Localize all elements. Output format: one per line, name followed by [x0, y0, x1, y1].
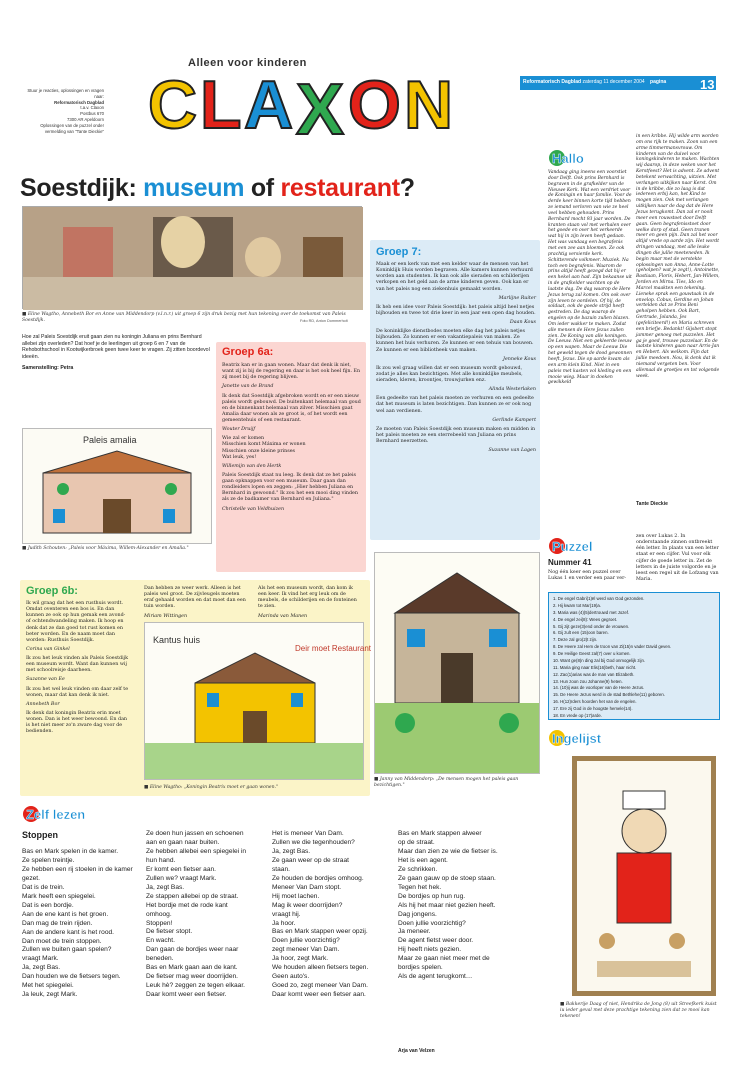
story-author: Arja van Velzen — [398, 1048, 435, 1054]
groep6b-col1: Ik wil graag dat het een rusthuis wordt. Omdat oventeren een bos is. En dan kunnen ze ook op hun gemak een avond- of ochtendwandeling maken. Ik hoop en denk dat ze dan goed tot rust komen en beter worden. En de naam moet dan worden: Rusthuis Soestdijk. Corina van Ginkel Ik zou het leuk vinden als Paleis Soestdijk een museum wordt. Want dan kunnen wij met schoolreisje daarheen. Suzanne van Ee Ik zou het wel leuk vinden om daar zelf te wonen, maar dat kan denk ik niet. Annebeth Bor Ik denk dat koningin Beatrix erin moet wonen. Dan is het weer bewoond. En dan is het niet meer zo'n zware dag voor de bedienden. — [26, 601, 129, 735]
svg-text:Kantus huis: Kantus huis — [153, 635, 201, 645]
drawing-kantus-huis — [144, 622, 372, 780]
groep7-text: Maak er een kerk van met een kelder waar de mensen van het Koninklijk Huis worden begraven. Alle kamers kunnen verhuurd worden aan studenten. Ik kan ook alle sieraden en schilderijen verkopen en het geld aan de arme kinderen geven. Ook kan er van het paleis nog een ziekenhuis gemaakt worden. Marlijne Ruiter Ik heb een idee voor Paleis Soestdijk: het paleis altijd heel netjes bijhouden en twee tot drie keer in een jaar een open dag houden. Daan Kous De koninklijke dienstbodes moeten elke dag het paleis netjes bijhouden. Zo kunnen er een vakantiepaleis van maken. Ze kunnen het huis verhuren. Ze kunnen er een tehuis van bouwen. Ze kunnen er een bibliotheek van maken. Jenneke Kous Ik zou wel graag willen dat er een museum wordt gebouwd, zodat je alles kan bezichtigen. Met alle koninklijke meubels, sieraden, kleren, kroontjes, trouwjurken enz. Alinda Westerlaken Een gedeelte van het paleis moeten ze verhuren en een gedeelte dat het museum is laten bezichtigen. Dan kunnen ze er ook nog wel aan verdienen. Gerlinde Kampert Ze moeten van Paleis Soestdijk een museum maken en midden in het paleis moeten ze een sterrebeeld van Juliana en prins Bernhard neerzetten. Suzanne van Lagen — [376, 262, 536, 454]
puzzel-intro2: zen over Lukas 2. In onderstaande zinnen ontbreekt één letter. In plaats van een letter staat er een cijfer. Vul voor elk cijfer de goede letter in. Zet de letters in de juiste volgorde en je leest een regel uit de Lofzang van Maria. — [636, 534, 719, 582]
groep6b-title: Groep 6b: — [26, 585, 78, 597]
claxon-logo — [148, 67, 488, 150]
svg-text:Puzzel: Puzzel — [552, 539, 593, 554]
story-col3: Het is meneer Van Dam. Zullen we die tegenhouden? Ja, zegt Bas. Ze gaan weer op de straat staan. Ze houden de bordjes omhoog. Meneer Van Dam stopt. Hij moet lachen. Mag ik weer doorrijden? vraagt hij. Ja hoor. Bas en Mark stappen weer opzij. Doen jullie voorzichtig? zegt meneer Van Dam. Ja hoor, zegt Mark. We houden alleen fietsers tegen. Geen auto's. Goed zo, zegt meneer Van Dam. Daar komt weer een fietser aan. — [272, 830, 369, 999]
svg-text:A: A — [244, 67, 294, 143]
address-block: Stuur je reacties, oplossingen en vragen naar: Reformatorisch Dagblad t.a.v. Claxon Postbus 670 7300 AR Apeldoorn Oplossingen van de puzzel onder vermelding van "Tante Dieckie" — [27, 88, 104, 134]
hallo-logo — [548, 146, 608, 168]
story-col4: Bas en Mark stappen alweer op de straat. Maar dan zien ze wie de fietser is. Het is een agent. Ze schrikken. Ze gaan gauw op de stoep staan. Tegen het hek. De bordjes op hun rug. Als hij het maar niet gezien heeft. Dag jongens. Doen jullie voorzichtig? Ja meneer. De agent fietst weer door. Hij heeft niets gezien. Maar ze gaan niet meer met de bordjes spelen. Als de agent terugkomt… — [398, 830, 498, 981]
svg-text:Paleis amalia: Paleis amalia — [83, 435, 137, 445]
svg-text:X: X — [296, 70, 345, 150]
page-number: 13 — [700, 77, 715, 92]
story-col2: Ze doen hun jassen en schoenen aan en gaan naar buiten. Ze hebben allebei een spiegelei in hun hand. Er komt een fietser aan. Zullen we? vraagt Mark. Ja, zegt Bas. Ze stappen allebei op de straat. Het bordje met de rode kant omhoog. Stoppen! De fietser stopt. En wacht. Dan gaan de bordjes weer naar beneden. Bas en Mark gaan aan de kant. De fietser mag weer doorrijden. Leuk hè? zeggen ze tegen elkaar. Daar komt weer een fietser. — [146, 830, 247, 999]
groep6b-col2: Dan hebben ze weer werk. Alleen is het paleis wel groot. De zijvleugels moeten eraf gehaald worden en dat moet dan een tuin worden. Miriam Wittingen — [144, 586, 246, 619]
svg-text:N: N — [404, 67, 454, 143]
svg-text:L: L — [200, 67, 242, 143]
classroom-photo — [22, 206, 362, 309]
header-paper: Reformatorisch Dagblad zaterdag 11 december 2004 pagina — [523, 79, 667, 85]
intro-text: Hoe zal Paleis Soestdijk eruit gaan zien nu koningin Juliana en prins Bernhard allebei zijn overleden? Dat hoef je de leerlingen uit groep 6 en 7 van de Rehobothschool in Kootwijkerbroek geen twee keer te vragen. Zij zitten boordevol ideeën. Samenstelling: Petra — [22, 334, 210, 371]
puzzel-logo — [548, 534, 618, 556]
groep7-title: Groep 7: — [376, 246, 422, 258]
photo-caption: ■ Eline Wagtho, Annebeth Bor en Anne van Middendorp (v.l.n.r.) uit groep 6 zijn druk bezig met hun tekening over de toekomst van Paleis Soestdijk. — [22, 312, 346, 323]
svg-text:Deir moet Restaurant: Deir moet Restaurant — [295, 644, 372, 653]
puzzel-grid: 1. De engel Gabri(1)ël werd van God gezonden. 2. Hij kwam tot Mar(19)a. 3. Maria was (4)(5)dertrouwd met Jozef. 4. De engel zei(8): Wees gegroet. 5. Gij zijt geze(3)end onder de vrouwen. 6. Gij zult een (15)oon baren. 7. Deze zal gro(2)t zijn. 8. De Heere zal Hem de troon van Zi(15)n vader David geven. 9. De Heilige Geest zal(7) over u komen. 10. Want ge(8)n ding zal bij God onmogelijk zijn. 11. Maria ging naar Elis(16)beth, haar nicht. 12. Zac(1)arias was de man van Elizabeth. 13. Hun zoon zou Johanne(9) heten. 14. (10)ij was de voorloper van de Heere Jezus. 15. De Heere Jezus werd in de stad Bethlehe(11) geboren. 16. H(12)rders hoorden het van de engelen. 17. Ere zij God in de hoogste hemele(14). 18. En vrede op (17)arde. — [548, 592, 720, 720]
hallo-col1: Vandaag ging ineens een voorstiet door Delft. Ook prins Bernhard is begraven in de grafkelder van de Nieuwe Kerk. Wat een verdriet voor de Koningin en haar familie. Voor de derde keer binnen korte tijd hebben ze iemand verloren van wie ze heel veel hebben gehouden. Prins Bernhard mocht 93 jaar worden. De kranten staan vol met verhalen over het goede en over het verkeerde wat hij in zijn leven heeft gedaan. Het was vandaag een begrafenis met een zee aan bloemen. Ze ook prachtig versierde kerk. Schitterende volkmeer. Muziek. Na toch een begrafenis. Waarom de prins altijd heeft gezegd dat hij er een hekel aan had. Zijn bekaanse uit in de grafkelder wachten op de laatste dag. De dag waarop de Here Jezus terug zal komen. Om ook over zijn leven te oordelen. Of hij, de soldaat, ook de goede strijd heeft gestreden. De dag waarop de engelen op de bazuin zullen blazen. Om ieder wakker te maken. Zodat alle mensen de Here Jezus zullen zien. De Koning van alle koningen. De Leeuw. Niet een gekleerde leeuw op een wapen. Maar de Leeuw Die het geweld tegen de dood gewonnen heeft. Jezus. Die op aarde kwam als een arm klein Kind. Niet in een paleis met kasten vol kleding en een mooie wieg. Maar in doeken gewikkeld — [548, 170, 632, 386]
framed-drawing — [572, 756, 716, 996]
drawing3-caption: ■ Janny van Middendorp: „De mensen mogen het paleis gaan bezichtigen." — [374, 777, 519, 788]
svg-text:O: O — [348, 67, 401, 143]
svg-text:Hallo: Hallo — [552, 151, 584, 166]
story-col1: Bas en Mark spelen in de kamer. Ze spelen treintje. Ze hebben een rij stoelen in de kamer gezet. Dat is de trein. Mark heeft een spiegelei. Dat is een bordje. Aan de ene kant is het groen. Dan mag de trein rijden. Aan de andere kant is het rood. Dan moet de trein stoppen. Zullen we buiten gaan spelen? vraagt Mark. Ja, zegt Bas. Dan houden we de fietsers tegen. Met het spiegelei. Ja leuk, zegt Mark. — [22, 848, 133, 999]
groep6b-col3: Als het een museum wordt, dan kom ik een keer. Ik vind het erg leuk om de meubels, de schilderijen en de fonteinen te zien. Marinda van Manen — [258, 586, 357, 619]
drawing2-caption: ■ Eline Wagtho: „Koningin Beatrix moet er gaan wonen." — [144, 785, 279, 790]
story-title: Stoppen — [22, 830, 58, 840]
hallo-signature: Tante Dieckie — [636, 501, 668, 507]
photo-credit: Foto RD, Anton Dommerholt — [300, 319, 348, 323]
zelflezen-logo — [22, 802, 112, 824]
puzzel-intro: Nog één keer een puzzel over Lukas 1 en verder een paar ver- — [548, 570, 626, 582]
groep6a-text: Beatrix kan er in gaan wonen. Maar dat denk ik niet, want zij is bij de regering en daar is het ook heel fijn. En zij moet bij de regering blijven. Janette van de Brand Ik denk dat Soestdijk afgebroken wordt en er een nieuw paleis wordt gebouwd. De buitenkant helemaal van goud en de binnenkant helemaal van zilver. Misschien gaat Amalia daar wonen als ze groot is, of het wordt een gemeentehuis of een restaurant. Wouter Druijf Wie zal er komen Misschien komt Máxima er wonen Misschien onze kleine prinses Wat leuk, yes! Willemijn van den Hertk Paleis Soestdijk staat nu leeg. Ik denk dat ze het paleis gaan opknappen voor een museum. Daar gaan dan rondleiders lopen en zeggen: „Hier hebben Juliana en Bernhard in gewoond." Ik zou het een mooi ding vinden als ze de badkamer van Bernhard en Juliana." Christelle van Veldhuizen — [222, 363, 361, 512]
hallo-col2: in een kribbe. Hij wilde arm worden om ons rijk te maken. Zoon van een arme timmermansvrouw. Om kinderen van de duivel voor koningskinderen te maken. Wachten wij daarop, in deze weken voor het Kerstfeest? Het is advent. Ze advent betekent verwachting, uitzien. Met verlangen uitkijken naar Kerst. Om in de kribbe, die zo laag is dat iedereen erbij kan, het Kind te mogen zien. Ook met verlangen uitkijken naar de dag dat de Here Jezus terugkomt. Dan zal er nooit meer een rouwstoet door Delft gaan. Geen begrafenisstoet door welke dorp of stad. Geen tranen meer en geen pijn. Dan zal het voor altijd vrede op aarde zijn. Het wordt dringen vandaag, met alle leuke dingen die jullie meeteneden. Ik begin maar met de verstekte oplossingen van Anna, Anne-Lotte (geholpen? wat je zegt!), Antoinette, Bastiaan, Floris, Hebert, Jan-Willem, Jorden en Mirna. Ties, Ido en Marcel maakten een tekening. Lieneke sprak een gouwtaak in de envelop. Cobus, Gerdine en Johan vertelden dat ze Prins Beni geholpen hebben. Ook Bart, Gertrude, Jolanda, Jes (gefeliciteerd!) en Maria schreven een briefje. Bedankt! Gijsbert stopt jammer genoeg met puzzelen. Het ga je goed, trouwe puzzelaar. En de laatste kinderen gaan naar Arris-Jan en Hebert. Als welkom. Fijn dat jullie meedoen. Nou, ik denk dat ik niemand vergeten ben. Voor allemaal de groetjes en tot volgende week. — [636, 134, 720, 379]
puzzel-number: Nummer 41 — [548, 558, 592, 567]
ingelijst-caption: ■ Bakkerije Daag of niet, Hendrika de Jong (8) uit Streefkerk kuist iu ieder geval met deze prachtige tekening zien dat ze mooi kan tekenen! — [560, 1002, 717, 1019]
headline: Soestdijk: museum of restaurant? — [20, 174, 415, 202]
drawing1-caption: ■ Judith Schouten: „Paleis voor Máxima, Willem-Alexander en Amalia." — [22, 546, 189, 551]
svg-text:Ingelijst: Ingelijst — [552, 731, 602, 746]
drawing-paleis-amalia — [22, 428, 212, 544]
tagline: Alleen voor kinderen — [188, 57, 307, 69]
drawing-museum — [374, 552, 540, 774]
ingelijst-logo — [548, 726, 628, 748]
svg-text:C: C — [148, 67, 198, 143]
svg-text:Zelf lezen: Zelf lezen — [26, 807, 86, 822]
groep6a-title: Groep 6a: — [222, 346, 274, 358]
